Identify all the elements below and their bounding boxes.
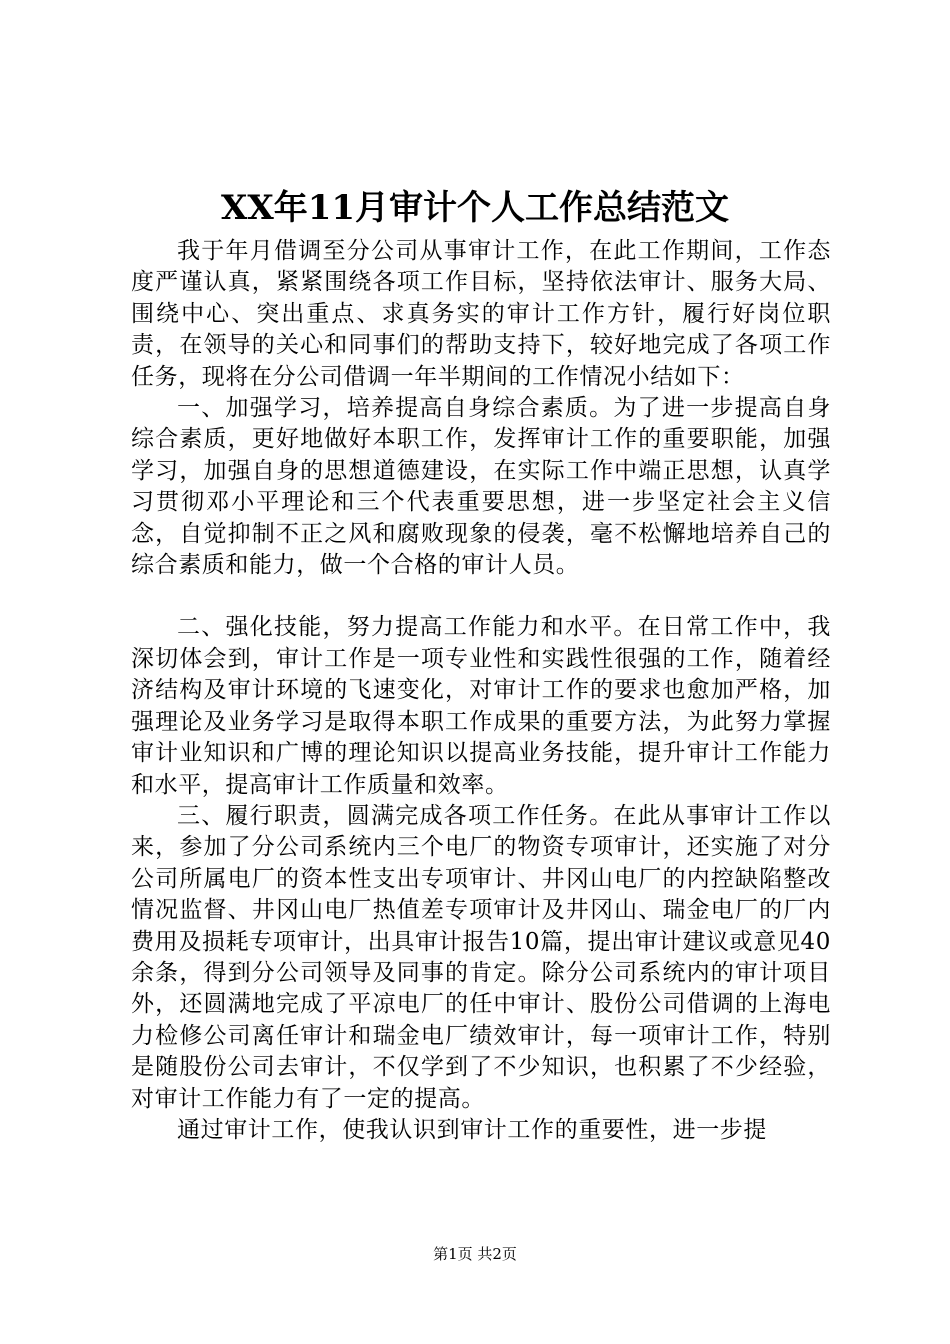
paragraph-conclusion: 通过审计工作，使我认识到审计工作的重要性，进一步提: [177, 1116, 767, 1143]
paragraph-section-2: 二、强化技能，努力提高工作能力和水平。在日常工作中，我深切体会到，审计工作是一项专业性和实践性很强的工作，随着经济结构及审计环境的飞速变化，对审计工作的要求也愈加严格，加强理论及业务学习是取得本职工作成果的重要方法，为此努力掌握审计业知识和广博的理论知识以提高业务技能，提升审计工作能力和水平，提高审计工作质量和效率。: [131, 614, 831, 798]
page-footer: 第1页 共2页: [433, 1245, 517, 1263]
paragraph-intro: 我于年月借调至分公司从事审计工作，在此工作期间，工作态度严谨认真，紧紧围绕各项工作目标，坚持依法审计、服务大局、围绕中心、突出重点、求真务实的审计工作方针，履行好岗位职责，在领导的关心和同事们的帮助支持下，较好地完成了各项工作任务，现将在分公司借调一年半期间的工作情况小结如下：: [131, 238, 831, 390]
document-body: [131, 236, 831, 1146]
paragraph-section-3: 三、履行职责，圆满完成各项工作任务。在此从事审计工作以来，参加了分公司系统内三个电厂的物资专项审计，还实施了对分公司所属电厂的资本性支出专项审计、井冈山电厂的内控缺陷整改情况监督、井冈山电厂热值差专项审计及井冈山、瑞金电厂的厂内费用及损耗专项审计，出具审计报告10篇，提出审计建议或意见40余条，得到分公司领导及同事的肯定。除分公司系统内的审计项目外，还圆满地完成了平凉电厂的任中审计、股份公司借调的上海电力检修公司离任审计和瑞金电厂绩效审计，每一项审计工作，特别是随股份公司去审计，不仅学到了不少知识，也积累了不少经验，对审计工作能力有了一定的提高。: [131, 802, 831, 1112]
document-title: XX年11月审计个人工作总结范文: [220, 188, 730, 228]
paragraph-section-1: 一、加强学习，培养提高自身综合素质。为了进一步提高自身综合素质，更好地做好本职工作，发挥审计工作的重要职能，加强学习，加强自身的思想道德建设，在实际工作中端正思想，认真学习贯彻邓小平理论和三个代表重要思想，进一步坚定社会主义信念，自觉抑制不正之风和腐败现象的侵袭，毫不松懈地培养自己的综合素质和能力，做一个合格的审计人员。: [131, 395, 831, 579]
